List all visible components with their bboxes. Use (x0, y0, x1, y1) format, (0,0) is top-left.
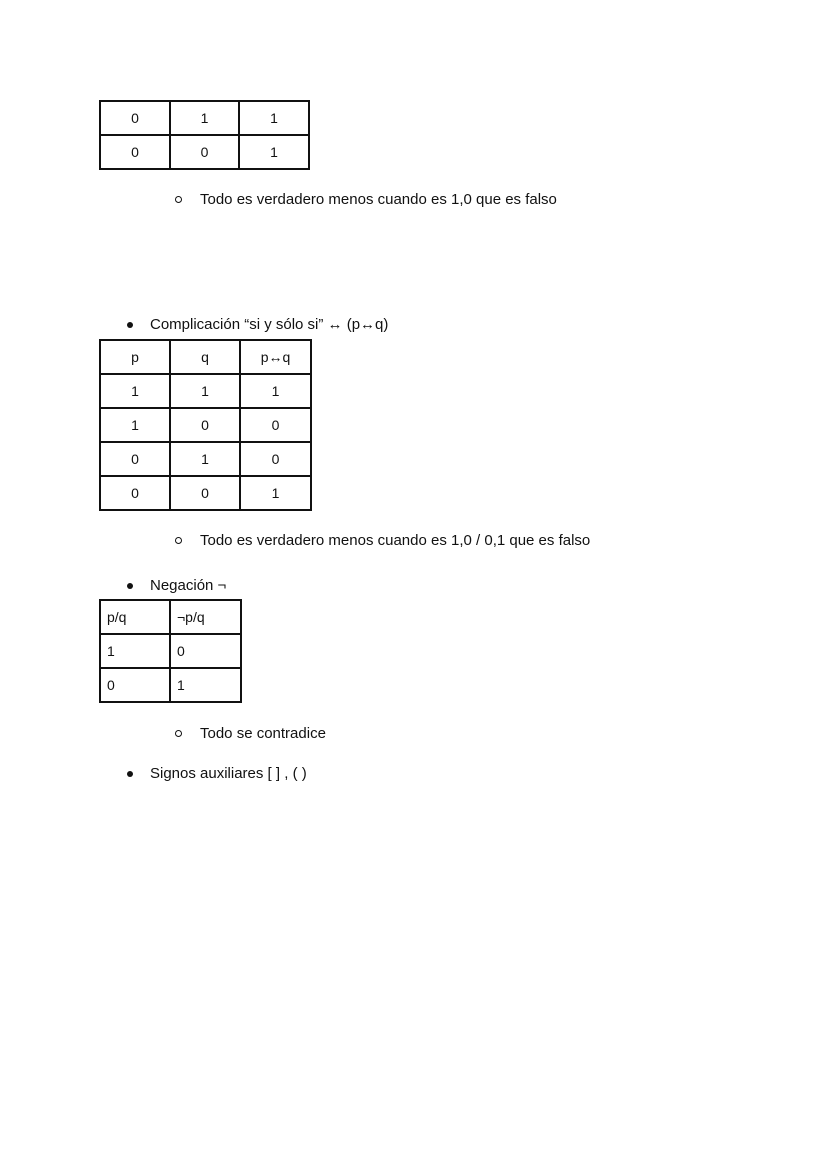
column-header: p↔q (240, 340, 311, 374)
table-cell: 1 (170, 668, 241, 702)
table-row (100, 442, 311, 476)
truth-table-negation (99, 599, 242, 703)
table-cell: 1 (100, 634, 170, 668)
table-row (100, 668, 241, 702)
table-row (100, 101, 309, 135)
column-header: p/q (100, 600, 170, 634)
table-cell: 1 (100, 374, 170, 408)
table-cell: 1 (170, 101, 239, 135)
section-heading-biconditional: Complicación “si y sólo si” ↔ (p↔q) (150, 316, 389, 333)
table-header-row (100, 600, 241, 634)
column-header: p (100, 340, 170, 374)
table-row (100, 374, 311, 408)
table-cell: 0 (100, 135, 170, 169)
table-row (100, 476, 311, 510)
column-header: q (170, 340, 240, 374)
hollow-bullet-icon (175, 730, 182, 737)
table-cell: 0 (170, 476, 240, 510)
truth-table-biconditional (99, 339, 312, 511)
table-cell: 1 (170, 374, 240, 408)
table-cell: 0 (100, 101, 170, 135)
table-cell: 1 (240, 476, 311, 510)
table-cell: 1 (240, 374, 311, 408)
note-text: Todo es verdadero menos cuando es 1,0 que es falso (200, 191, 557, 208)
table-cell: 0 (100, 442, 170, 476)
table-cell: 0 (170, 135, 239, 169)
hollow-bullet-icon (175, 196, 182, 203)
table-cell: 0 (100, 476, 170, 510)
truth-table-continuation (99, 100, 310, 170)
table-cell: 0 (170, 408, 240, 442)
bullet-icon (127, 771, 133, 777)
bullet-icon (127, 322, 133, 328)
table-cell: 0 (240, 442, 311, 476)
table-cell: 1 (100, 408, 170, 442)
table-cell: 0 (100, 668, 170, 702)
section-heading-auxiliary: Signos auxiliares [ ] , ( ) (150, 765, 307, 782)
hollow-bullet-icon (175, 537, 182, 544)
table-cell: 1 (239, 101, 309, 135)
note-text: Todo es verdadero menos cuando es 1,0 / 0,1 que es falso (200, 532, 591, 549)
column-header: ¬p/q (170, 600, 241, 634)
section-heading-negation: Negación ¬ (150, 577, 227, 594)
bullet-icon (127, 583, 133, 589)
table-cell: 1 (239, 135, 309, 169)
table-cell: 0 (170, 634, 241, 668)
table-row (100, 408, 311, 442)
note-text: Todo se contradice (200, 725, 326, 742)
table-cell: 0 (240, 408, 311, 442)
table-cell: 1 (170, 442, 240, 476)
table-header-row (100, 340, 311, 374)
table-row (100, 135, 309, 169)
table-row (100, 634, 241, 668)
